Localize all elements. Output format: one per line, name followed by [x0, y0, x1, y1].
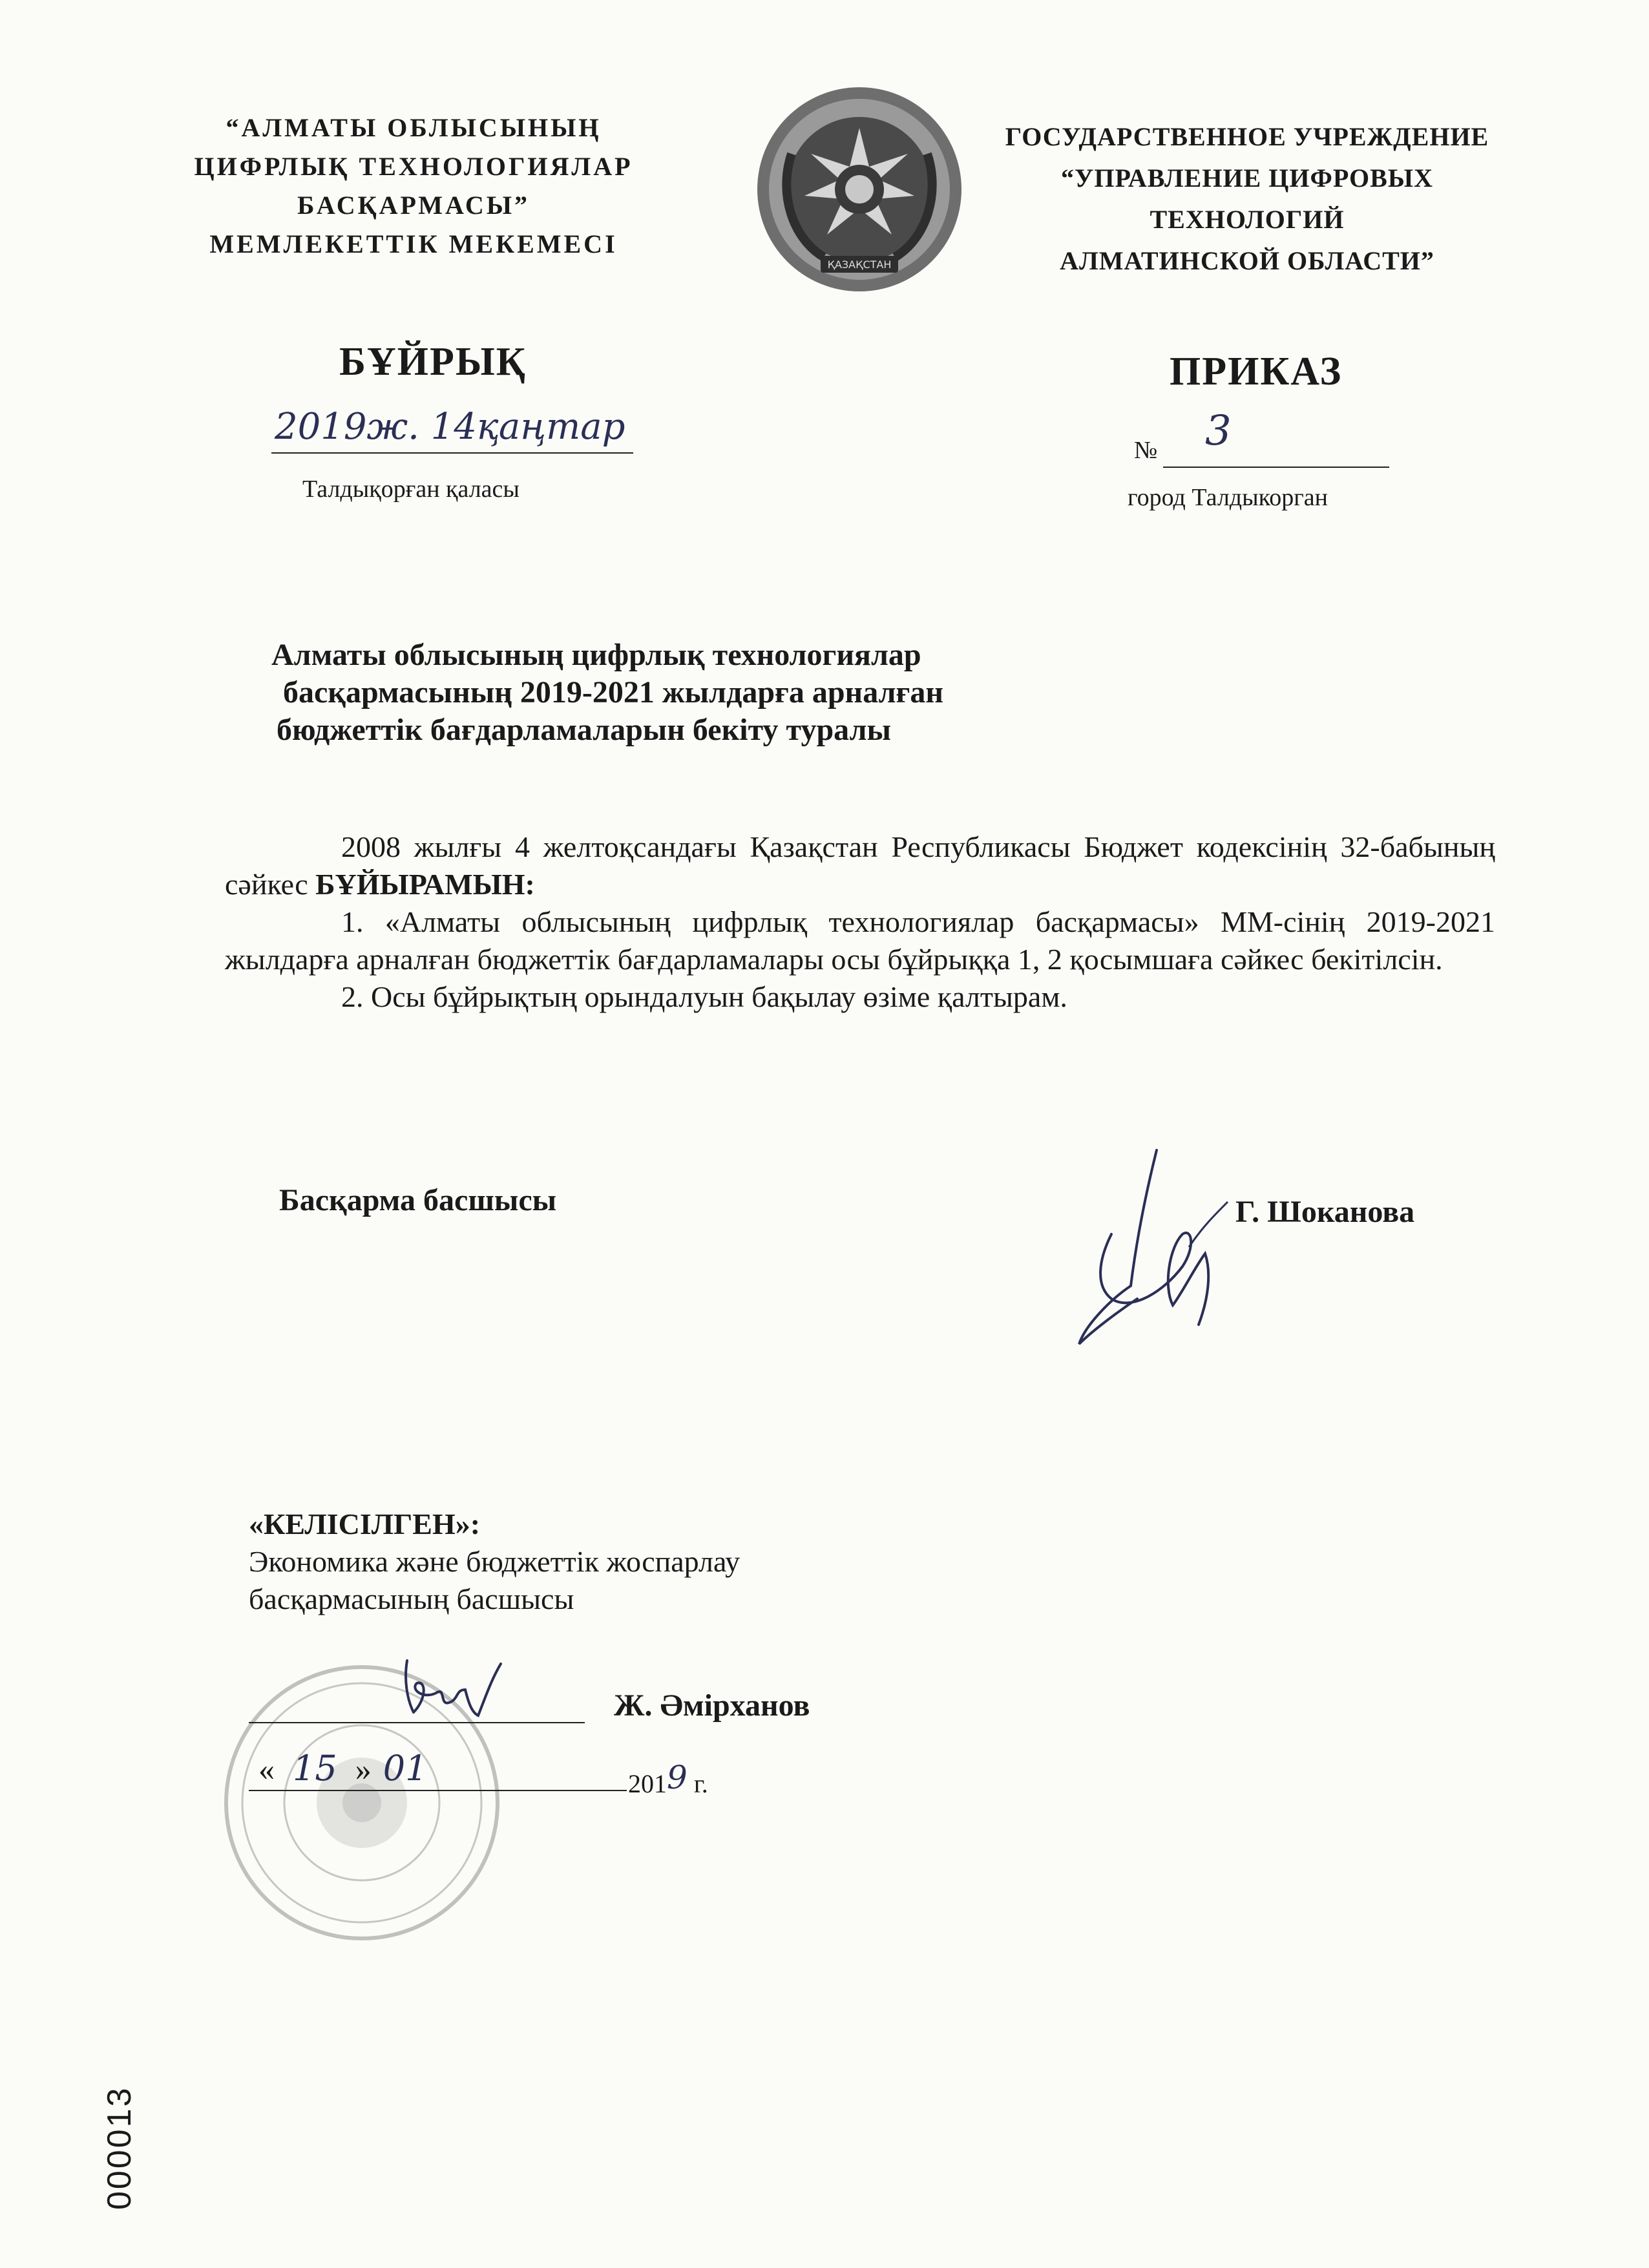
org-name-ru	[937, 116, 1557, 282]
agreed-line-2: басқармасының басшысы	[249, 1582, 574, 1615]
page-number: 000013	[101, 2086, 138, 2210]
agreed-block	[249, 1506, 740, 1618]
title-line-1: Алматы облысының цифрлық технологиялар	[271, 638, 921, 672]
document-body	[225, 828, 1495, 1016]
org-name-kz-line-2: ЦИФРЛЫҚ ТЕХНОЛОГИЯЛАР	[194, 152, 633, 181]
org-name-kz-line-4: МЕМЛЕКЕТТІК МЕКЕМЕСІ	[209, 229, 618, 258]
doc-type-kz: БҰЙРЫҚ	[339, 340, 527, 384]
org-name-ru-line-4: АЛМАТИНСКОЙ ОБЛАСТИ”	[1060, 246, 1434, 275]
body-item-1: 1. «Алматы облысының цифрлық технологиялар басқармасы» ММ-сінің 2019-2021 жылдарға арналған бюджеттік бағдарламалары осы бұйрыққа 1, 2 қосымшаға сәйкес бекітілсін.	[225, 905, 1495, 976]
org-name-ru-line-3: ТЕХНОЛОГИЙ	[1150, 205, 1345, 234]
agreed-date-suffix: г.	[687, 1769, 708, 1798]
body-paragraph-1	[225, 828, 1495, 903]
order-date-handwritten: 2019ж. 14қаңтар	[275, 406, 625, 448]
agreed-line-1: Экономика және бюджеттік жоспарлау	[249, 1545, 740, 1578]
agreed-date	[258, 1748, 427, 1789]
signer-name: Г. Шоканова	[1235, 1195, 1415, 1229]
body-item-2: 2. Осы бұйрықтың орындалуын бақылау өзіме қалтырам.	[341, 980, 1067, 1013]
state-emblem-icon	[753, 83, 966, 296]
city-kz: Талдықорған қаласы	[302, 476, 520, 503]
emblem-text: ҚАЗАҚСТАН	[827, 258, 892, 271]
agreed-signer-name: Ж. Әмірханов	[614, 1688, 810, 1723]
body-paragraph-1-text: 2008 жылғы 4 желтоқсандағы Қазақстан Республикасы Бюджет кодексінің 32-бабының сәйкес	[225, 830, 1495, 901]
order-number-label: №	[1134, 437, 1158, 464]
agreed-date-mid: »	[355, 1751, 372, 1787]
doc-type-ru: ПРИКАЗ	[1170, 350, 1343, 394]
agreed-date-month: 01	[383, 1748, 428, 1789]
document-title	[271, 636, 1111, 749]
city-ru: город Талдыкорган	[1128, 484, 1328, 511]
agreed-date-line	[249, 1790, 627, 1791]
org-name-kz-line-1: “АЛМАТЫ ОБЛЫСЫНЫҢ	[226, 113, 602, 142]
agreed-signature-icon	[388, 1654, 517, 1725]
org-name-ru-line-1: ГОСУДАРСТВЕННОЕ УЧРЕЖДЕНИЕ	[1005, 122, 1489, 151]
body-command: БҰЙЫРАМЫН:	[315, 868, 535, 901]
handwritten-signature-icon	[1034, 1137, 1247, 1357]
org-name-kz-line-3: БАСҚАРМАСЫ”	[297, 191, 530, 220]
agreed-date-year-hand: 9	[667, 1759, 688, 1796]
agreed-date-open: «	[258, 1751, 275, 1787]
order-number-handwritten: 3	[1205, 407, 1232, 455]
date-underline	[271, 452, 633, 454]
agreed-date-year	[628, 1759, 708, 1799]
org-name-ru-line-2: “УПРАВЛЕНИЕ ЦИФРОВЫХ	[1061, 163, 1433, 193]
agreed-heading: «КЕЛІСІЛГЕН»:	[249, 1507, 481, 1540]
title-line-3: бюджеттік бағдарламаларын бекіту туралы	[277, 713, 891, 747]
agreed-date-day: 15	[293, 1748, 337, 1789]
org-name-kz	[116, 109, 711, 264]
agreed-date-year-prefix: 201	[628, 1769, 667, 1798]
title-line-2: басқармасының 2019-2021 жылдарға арналған	[283, 675, 943, 709]
order-number-underline	[1163, 467, 1389, 468]
signer-position: Басқарма басшысы	[279, 1183, 557, 1217]
